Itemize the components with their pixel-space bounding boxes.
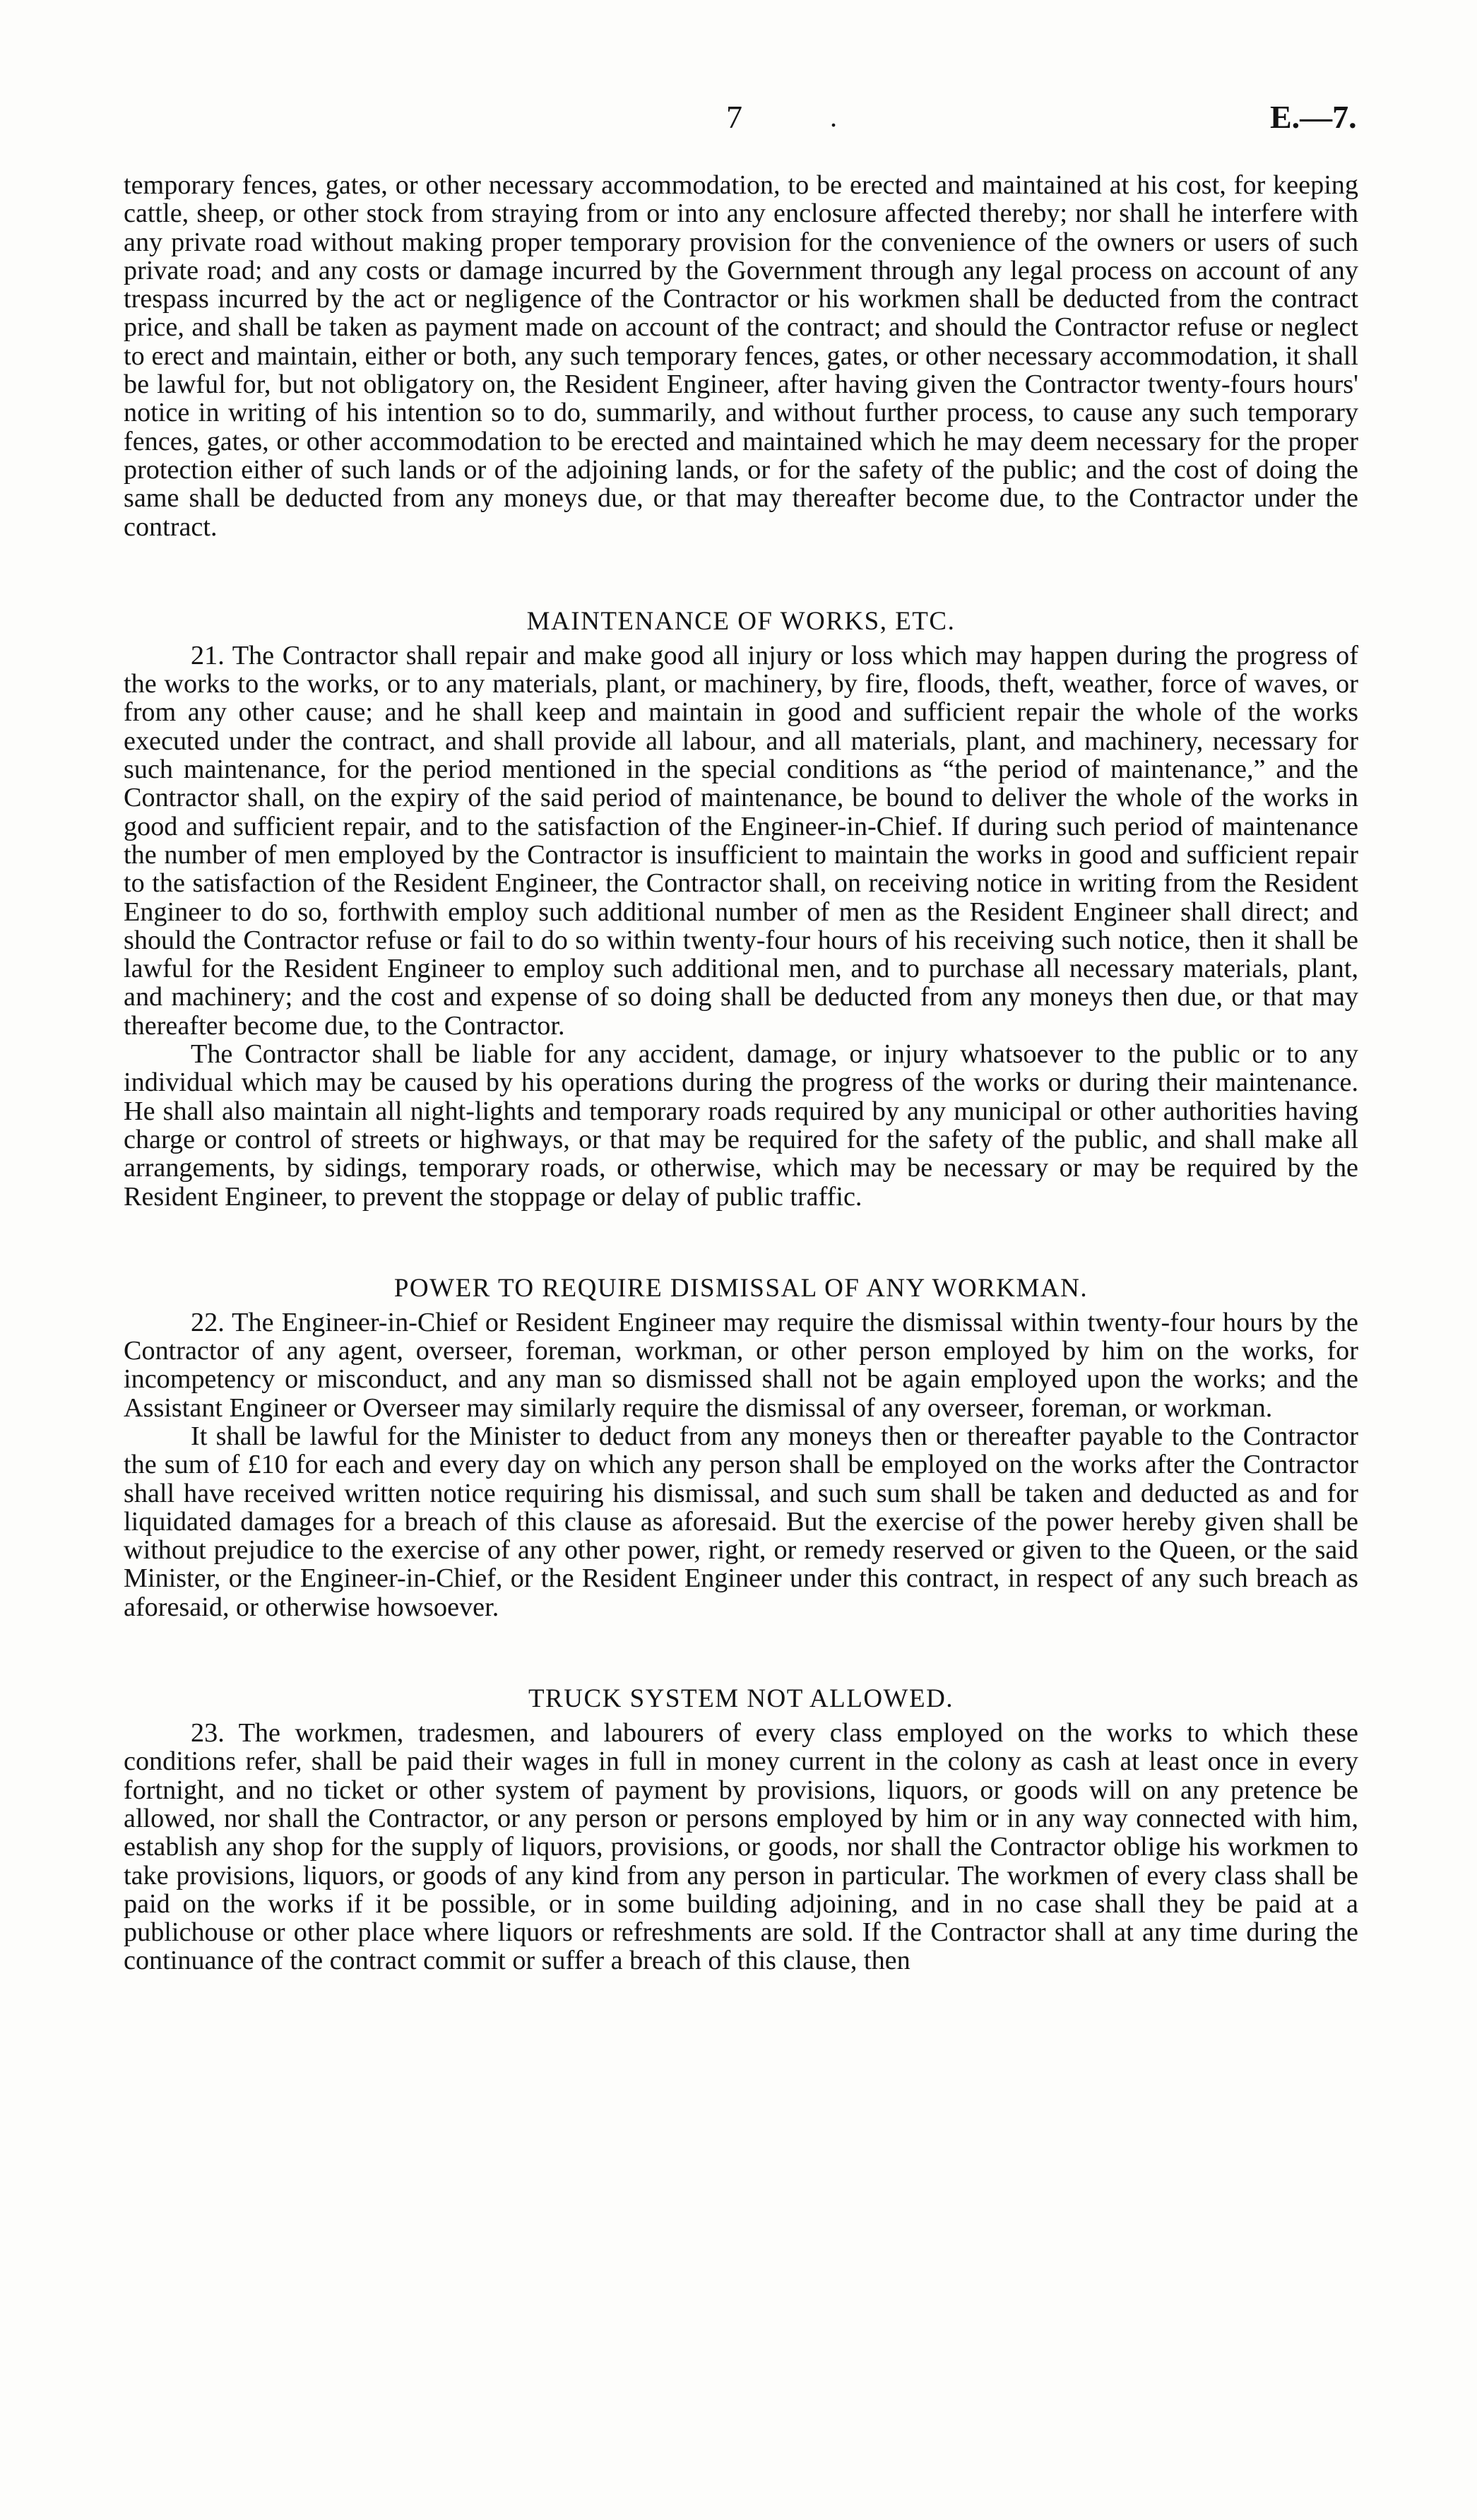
clause-22-paragraph: 22. The Engineer-in-Chief or Resident Engineer may require the dismissal within twenty-four hours by the Contractor of any agent, overseer, foreman, workman, or other person employed by him on the works, for incompetency or misconduct, and any man so dismissed shall not be again employed upon the works; and the Assistant Engineer or Overseer may similarly require the dismissal of any overseer, foreman, or workman. bbox=[124, 1307, 1358, 1423]
section-heading: TRUCK SYSTEM NOT ALLOWED. bbox=[528, 1684, 954, 1714]
header-dot: . bbox=[830, 101, 837, 133]
section-heading: MAINTENANCE OF WORKS, ETC. bbox=[526, 606, 956, 636]
liability-paragraph: The Contractor shall be liable for any accident, damage, or injury whatsoever to the public or to any individual which may be caused by his operations during the progress of the works or during their maintenance. He shall also maintain all night-lights and temporary roads required by any municipal or other authorities having charge or control of streets or highways, or that may be required for the safety of the public, and shall make all arrangements, by sidings, temporary roads, or otherwise, which may be necessary or may be required by the Resident Engineer, to prevent the stoppage or delay of public traffic. bbox=[124, 1039, 1358, 1212]
clause-21-paragraph: 21. The Contractor shall repair and make good all injury or loss which may happen during the progress of the works to the works, or to any materials, plant, or machinery, by fire, floods, theft, weather, force of waves, or from any other cause; and he shall keep and maintain in good and sufficient repair the whole of the works executed under the contract, and shall provide all labour, and all materials, plant, and machinery, necessary for such maintenance, for the period mentioned in the special conditions as “the period of maintenance,” and the Contractor shall, on the expiry of the said period of maintenance, be bound to deliver the whole of the works in good and sufficient repair, and to the satisfaction of the Engineer-in-Chief. If during such period of maintenance the number of men employed by the Contractor is insufficient to maintain the works in good and sufficient repair to the satisfaction of the Resident Engineer, the Contractor shall, on receiving notice in writing from the Resident Engineer to do so, forthwith employ such additional number of men as the Resident Engineer shall direct; and should the Contractor refuse or fail to do so within twenty-four hours of his receiving such notice, then it shall be lawful for the Resident Engineer to employ such additional men, and to purchase all necessary materials, plant, and machinery; and the cost and expense of so doing shall be deducted from any moneys then due, or that may thereafter become due, to the Contractor. bbox=[124, 640, 1358, 1041]
page-number: 7 bbox=[726, 99, 742, 135]
clause-23-paragraph: 23. The workmen, tradesmen, and labourers of every class employed on the works to which these conditions refer, shall be paid their wages in full in money current in the colony as cash at least once in every fortnight, and no ticket or other system of payment by provisions, liquors, or goods will on any pretence be allowed, nor shall the Contractor, or any person or persons employed by him or in any way connected with him, establish any shop for the supply of liquors, provisions, or goods, nor shall the Contractor oblige his workmen to take provisions, liquors, or goods of any kind from any person in particular. The workmen of every class shall be paid on the works if it be possible, or in some building adjoining, and in no case shall they be paid at a publichouse or other place where liquors or refreshments are sold. If the Contractor shall at any time during the continuance of the contract commit or suffer a breach of this clause, then bbox=[124, 1718, 1358, 1976]
section-dismissal-of-workman bbox=[124, 1273, 1358, 1621]
section-maintenance-of-works bbox=[124, 606, 1358, 1211]
continuation-paragraph: temporary fences, gates, or other necessary accommodation, to be erected and maintained at his cost, for keeping cattle, sheep, or other stock from straying from or into any enclosure affected thereby; nor shall he interfere with any private road without making proper temporary provision for the convenience of the owners or users of such private road; and any costs or damage incurred by the Government through any legal process on account of any trespass incurred by the act or negligence of the Contractor or his workmen shall be deducted from the contract price, and shall be taken as payment made on account of the contract; and should the Contractor refuse or neglect to erect and maintain, either or both, any such temporary fences, gates, or other necessary accommodation, it shall be lawful for, but not obligatory on, the Resident Engineer, after having given the Contractor twenty-fours hours' notice in writing of his intention so to do, summarily, and without further process, to cause any such temporary fences, gates, or other accommodation to be erected and maintained which he may deem necessary for the proper protection either of such lands or of the adjoining lands, or for the safety of the public; and the cost of doing the same shall be deducted from any moneys due, or that may thereafter become due, to the Contractor under the contract. bbox=[124, 170, 1358, 542]
page-header bbox=[0, 96, 1477, 146]
document-body bbox=[124, 171, 1358, 1975]
penalty-paragraph: It shall be lawful for the Minister to deduct from any moneys then or thereafter payable to the Contractor the sum of £10 for each and every day on which any person shall be employed on the works after the Contractor shall have received written notice requiring his dismissal, and such sum shall be taken and deducted as and for liquidated damages for a breach of this clause as aforesaid. But the exercise of the power hereby given shall be without prejudice to the exercise of any other power, right, or remedy reserved or given to the Queen, or the said Minister, or the Engineer-in-Chief, or the Resident Engineer under this contract, in respect of any such breach as aforesaid, or otherwise howsoever. bbox=[124, 1421, 1358, 1622]
section-truck-system bbox=[124, 1684, 1358, 1975]
section-heading: POWER TO REQUIRE DISMISSAL OF ANY WORKMAN. bbox=[393, 1273, 1089, 1303]
document-reference: E.—7. bbox=[1270, 99, 1357, 135]
